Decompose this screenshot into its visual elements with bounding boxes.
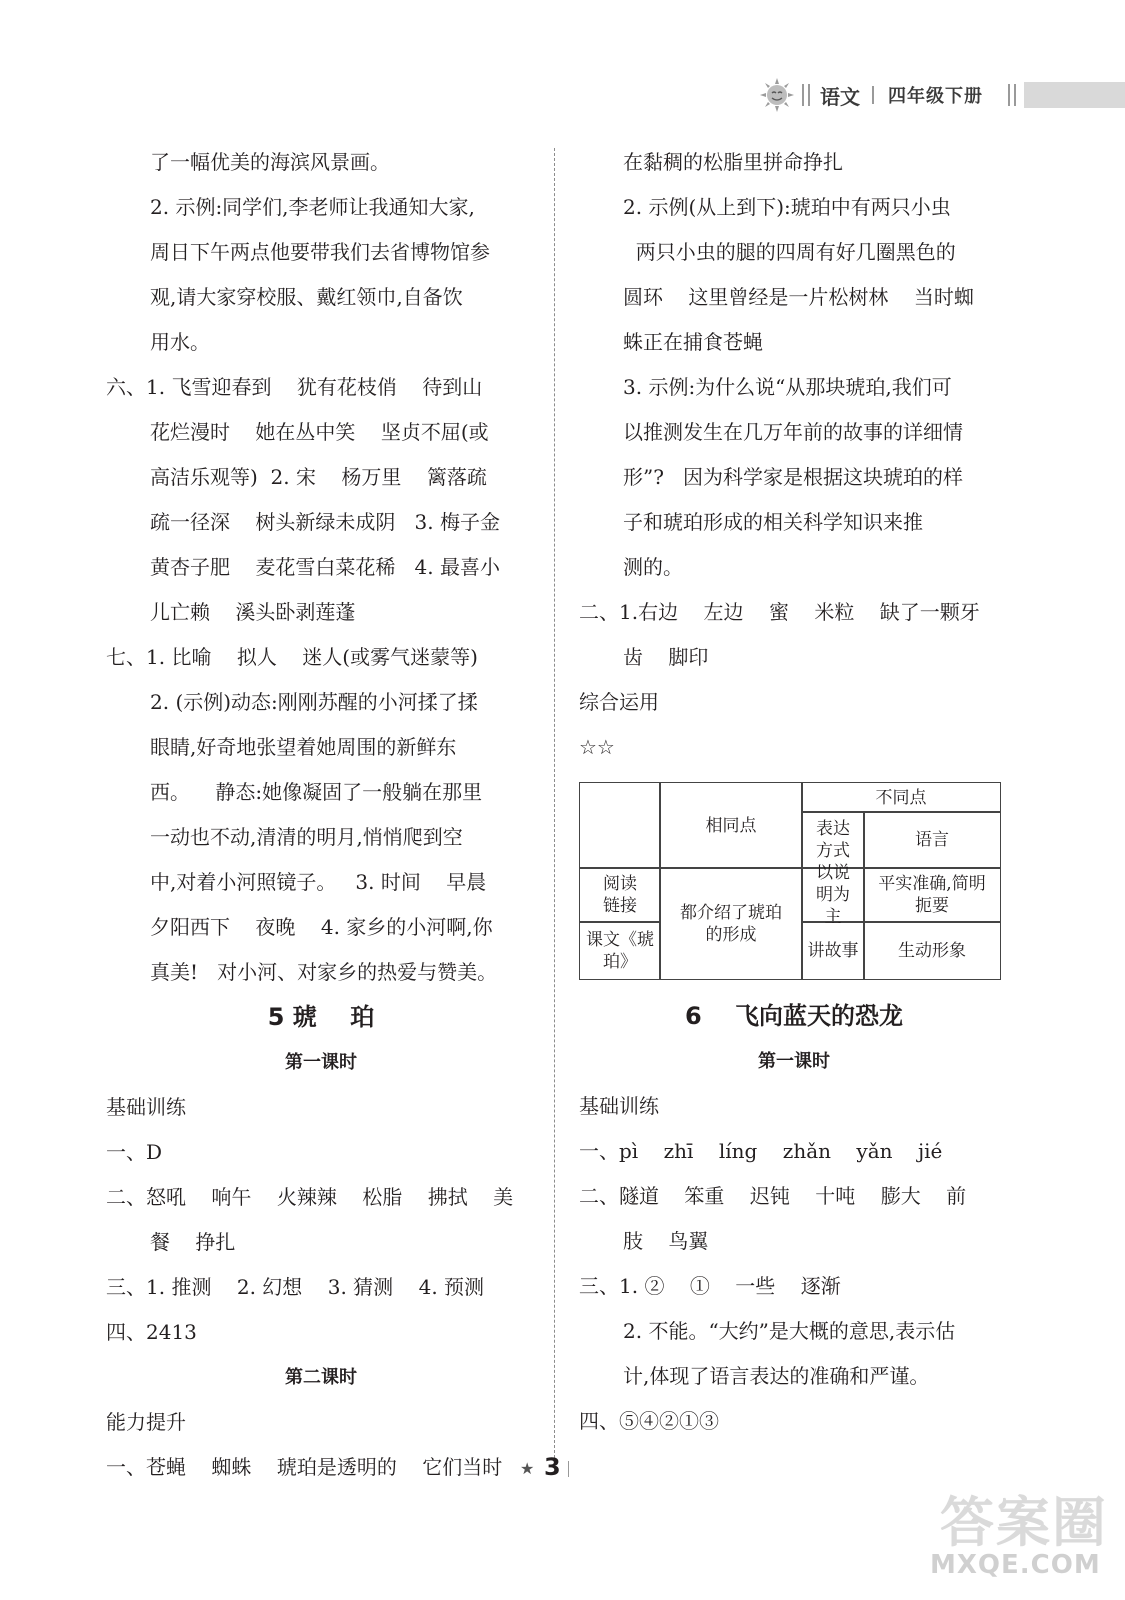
page-number: 3	[544, 1453, 561, 1481]
text-line: 形”? 因为科学家是根据这块琥珀的样	[623, 465, 964, 489]
table-row-label: 阅读链接	[579, 867, 661, 923]
left-column	[106, 140, 536, 1490]
subject-label: 语文	[820, 85, 860, 109]
text-line: 圆环 这里曾经是一片松树林 当时蜘	[623, 285, 974, 309]
text-line: 中,对着小河照镜子。 3. 时间 早晨	[150, 870, 487, 894]
text-line: 一、D	[106, 1140, 163, 1164]
text-line: 二、1.右边 左边 蜜 米粒 缺了一颗牙	[579, 600, 980, 624]
table-header-expr: 表达方式	[801, 811, 865, 869]
page-footer	[520, 1455, 620, 1485]
text-line: 一、pì zhī líng zhǎn yǎn jié	[579, 1139, 943, 1163]
table-header-same: 相同点	[659, 782, 803, 869]
watermark	[930, 1480, 1120, 1590]
text-line: 黄杏子肥 麦花雪白菜花稀 4. 最喜小	[150, 555, 500, 579]
text-line: 计,体现了语言表达的准确和严谨。	[623, 1364, 930, 1388]
header-double-bar	[802, 84, 810, 106]
section-title: 综合运用	[579, 690, 659, 714]
header-double-bar-right	[1008, 84, 1016, 106]
star-rating: ☆☆	[579, 735, 615, 759]
table-cell-same: 都介绍了琥珀的形成	[659, 867, 803, 980]
text-line: 周日下午两点他要带我们去省博物馆参	[150, 240, 490, 264]
header-separator	[872, 86, 874, 104]
text-line: 一动也不动,清清的明月,悄悄爬到空	[150, 825, 463, 849]
text-line: 三、1. 推测 2. 幻想 3. 猜测 4. 预测	[106, 1275, 485, 1299]
page-header	[760, 78, 1125, 112]
text-line: 高洁乐观等) 2. 宋 杨万里 篱落疏	[150, 465, 487, 489]
text-line: 二、怒吼 响午 火辣辣 松脂 拂拭 美	[106, 1185, 514, 1209]
text-line: 用水。	[150, 330, 210, 354]
footer-tick	[568, 1461, 569, 1477]
text-line: 2. 示例(从上到下):琥珀中有两只小虫	[623, 195, 951, 219]
text-line: 肢 鸟翼	[623, 1229, 709, 1253]
text-line: 观,请大家穿校服、戴红领巾,自备饮	[150, 285, 463, 309]
text-line: 二、隧道 笨重 迟钝 十吨 膨大 前	[579, 1184, 967, 1208]
text-line: 西。 静态:她像凝固了一般躺在那里	[150, 780, 483, 804]
comparison-table	[579, 782, 1001, 980]
text-line: 四、2413	[106, 1320, 197, 1344]
text-line: 一、苍蝇 蜘蛛 琥珀是透明的 它们当时	[106, 1455, 503, 1479]
smiling-sun-icon	[760, 78, 794, 112]
text-line: 以推测发生在几万年前的故事的详细情	[623, 420, 963, 444]
text-line: 儿亡赖 溪头卧剥莲蓬	[150, 600, 356, 624]
table-header-lang: 语言	[863, 811, 1001, 869]
text-line: 七、1. 比喻 拟人 迷人(或雾气迷蒙等)	[106, 645, 478, 669]
table-cell: 平实准确,简明扼要	[863, 867, 1001, 923]
table-empty-corner	[579, 782, 661, 869]
table-cell: 生动形象	[863, 921, 1001, 980]
text-line: 花烂漫时 她在丛中笑 坚贞不屈(或	[150, 420, 489, 444]
grade-label: 四年级下册	[888, 86, 983, 107]
text-line: 在黏稠的松脂里拼命挣扎	[623, 150, 843, 174]
text-line: 夕阳西下 夜晚 4. 家乡的小河啊,你	[150, 915, 493, 939]
text-line: 四、⑤④②①③	[579, 1409, 719, 1433]
text-line: 真美! 对小河、对家乡的热爱与赞美。	[150, 960, 498, 984]
text-line: 眼睛,好奇地张望着她周围的新鲜东	[150, 735, 457, 759]
table-header-diff: 不同点	[801, 782, 1001, 813]
star-icon: ★	[520, 1459, 535, 1478]
lesson-title: 5 琥 珀	[267, 1003, 375, 1031]
column-divider	[554, 148, 555, 1468]
header-grey-bar	[1024, 82, 1125, 108]
watermark-url: MXQE.COM	[930, 1550, 1101, 1580]
session-title: 第一课时	[285, 1052, 357, 1073]
right-column	[579, 140, 1009, 1444]
text-line: 2. 示例:同学们,李老师让我通知大家,	[150, 195, 475, 219]
text-line: 2. (示例)动态:刚刚苏醒的小河揉了揉	[150, 690, 478, 714]
text-line: 餐 挣扎	[150, 1230, 236, 1254]
session-title: 第二课时	[285, 1367, 357, 1388]
watermark-logo: 答案圈	[940, 1491, 1108, 1554]
section-title: 能力提升	[106, 1410, 186, 1434]
text-line: 3. 示例:为什么说“从那块琥珀,我们可	[623, 375, 952, 399]
table-cell: 讲故事	[801, 921, 865, 980]
section-title: 基础训练	[106, 1095, 186, 1119]
section-title: 基础训练	[579, 1094, 659, 1118]
text-line: 齿 脚印	[623, 645, 709, 669]
text-line: 2. 不能。“大约”是大概的意思,表示估	[623, 1319, 956, 1343]
lesson-title: 6 飞向蓝天的恐龙	[684, 1002, 904, 1030]
text-line: 疏一径深 树头新绿未成阴 3. 梅子金	[150, 510, 500, 534]
session-title: 第一课时	[758, 1051, 830, 1072]
table-cell: 以说明为主	[801, 867, 865, 923]
text-line: 子和琥珀形成的相关科学知识来推	[623, 510, 923, 534]
text-line: 蛛正在捕食苍蝇	[623, 330, 763, 354]
table-row-label: 课文《琥珀》	[579, 921, 661, 980]
text-line: 了一幅优美的海滨风景画。	[150, 150, 390, 174]
text-line: 三、1. ② ① 一些 逐渐	[579, 1274, 841, 1298]
text-line: 两只小虫的腿的四周有好几圈黑色的	[623, 240, 956, 264]
text-line: 六、1. 飞雪迎春到 犹有花枝俏 待到山	[106, 375, 483, 399]
text-line: 测的。	[623, 555, 683, 579]
